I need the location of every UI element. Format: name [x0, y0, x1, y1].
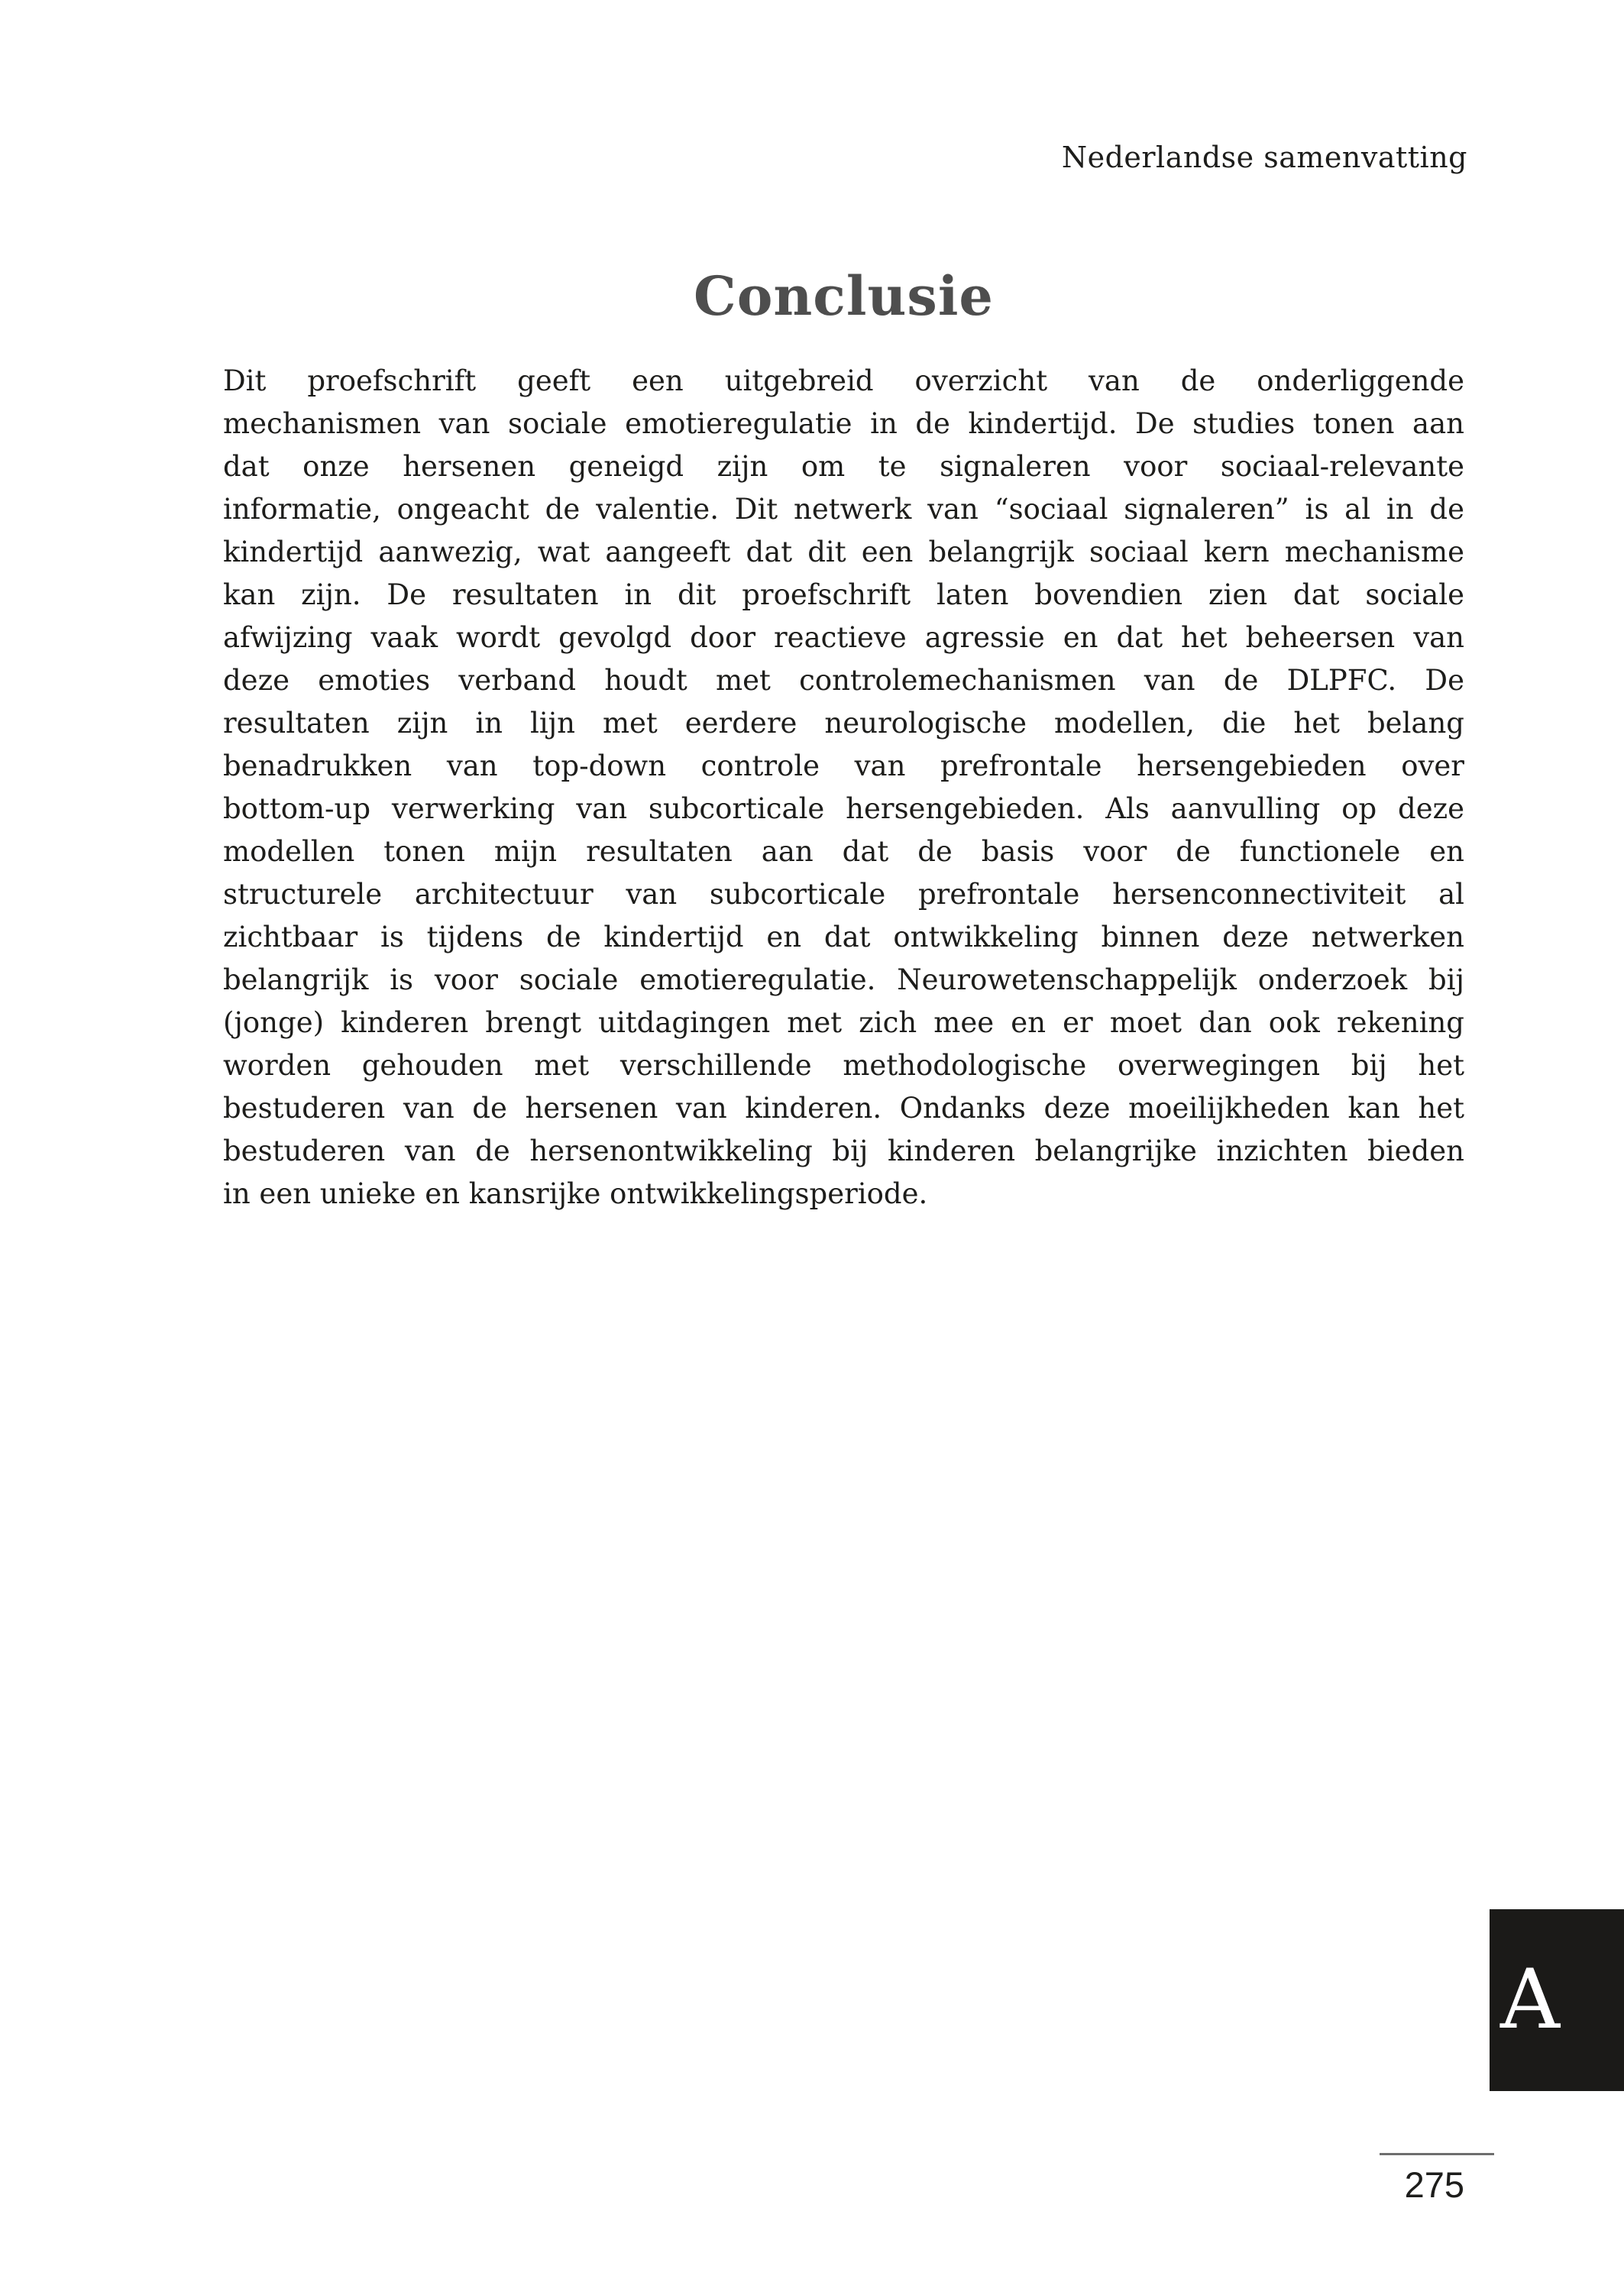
paragraph-line: kindertijd aanwezig, wat aangeeft dat dit een belangrijk sociaal kern mechanisme [223, 536, 1464, 568]
paragraph-line: dat onze hersenen geneigd zijn om te signaleren voor sociaal-relevante [223, 450, 1464, 483]
paragraph-line: bestuderen van de hersenen van kinderen. Ondanks deze moeilijkheden kan het [223, 1092, 1464, 1125]
footer-divider [1380, 2153, 1494, 2155]
paragraph-line: benadrukken van top-down controle van prefrontale hersengebieden over [223, 749, 1464, 782]
paragraph-line: Dit proefschrift geeft een uitgebreid overzicht van de onderliggende [223, 364, 1464, 397]
running-header: Nederlandse samenvatting [1061, 141, 1467, 174]
paragraph-line: structurele architectuur van subcorticale prefrontale hersenconnectiviteit al [223, 878, 1464, 911]
paragraph-line: in een unieke en kansrijke ontwikkelingsperiode. [223, 1177, 928, 1210]
paragraph-line: (jonge) kinderen brengt uitdagingen met zich mee en er moet dan ook rekening [223, 1006, 1464, 1039]
paragraph-line: kan zijn. De resultaten in dit proefschrift laten bovendien zien dat sociale [223, 578, 1464, 611]
paragraph-line: mechanismen van sociale emotieregulatie in de kindertijd. De studies tonen aan [223, 407, 1464, 440]
paragraph-line: worden gehouden met verschillende methodologische overwegingen bij het [223, 1049, 1464, 1082]
paragraph-line: resultaten zijn in lijn met eerdere neurologische modellen, die het belang [223, 707, 1464, 740]
paragraph-line: deze emoties verband houdt met controlemechanismen van de DLPFC. De [223, 664, 1464, 697]
page-number: 275 [1404, 2164, 1464, 2205]
paragraph-line: bestuderen van de hersenontwikkeling bij kinderen belangrijke inzichten bieden [223, 1135, 1464, 1167]
page-title: Conclusie [694, 264, 994, 328]
paragraph-line: zichtbaar is tijdens de kindertijd en dat ontwikkeling binnen deze netwerken [223, 921, 1464, 953]
paragraph-line: afwijzing vaak wordt gevolgd door reactieve agressie en dat het beheersen van [223, 621, 1464, 654]
paragraph-line: bottom-up verwerking van subcorticale hersengebieden. Als aanvulling op deze [223, 792, 1464, 825]
appendix-tab-letter: A [1500, 1952, 1560, 2048]
body-paragraph [223, 360, 1464, 1216]
paragraph-line: modellen tonen mijn resultaten aan dat de basis voor de functionele en [223, 835, 1464, 868]
paragraph-line: informatie, ongeacht de valentie. Dit netwerk van “sociaal signaleren” is al in de [223, 493, 1464, 526]
appendix-thumb-tab [1490, 1909, 1624, 2091]
paragraph-line: belangrijk is voor sociale emotieregulatie. Neurowetenschappelijk onderzoek bij [223, 963, 1464, 996]
